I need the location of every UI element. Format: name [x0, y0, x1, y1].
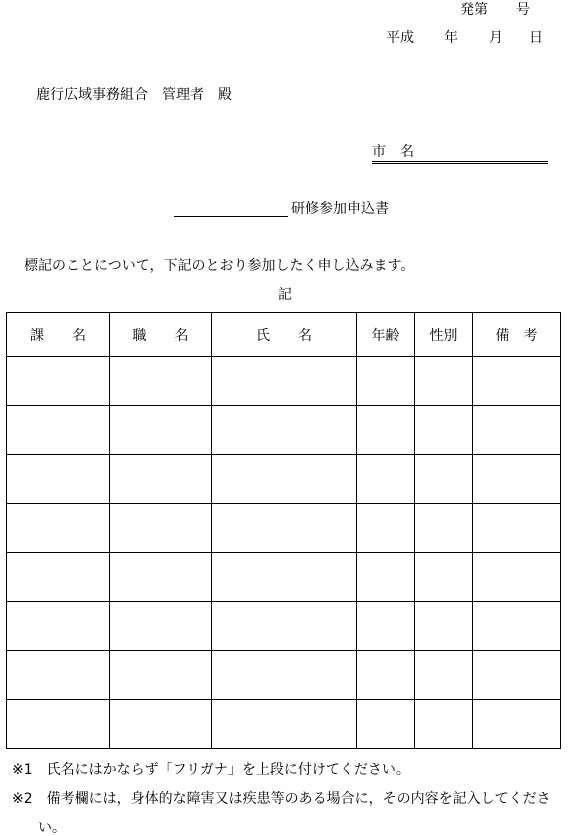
- age-cell[interactable]: [357, 553, 415, 602]
- title-text: 研修参加申込書: [291, 201, 389, 217]
- name-cell[interactable]: [212, 406, 357, 455]
- remarks-cell[interactable]: [473, 651, 561, 700]
- remarks-cell[interactable]: [473, 602, 561, 651]
- section-cell[interactable]: [7, 406, 110, 455]
- gender-cell[interactable]: [415, 700, 473, 749]
- gender-cell[interactable]: [415, 651, 473, 700]
- position-cell[interactable]: [110, 406, 212, 455]
- section-cell[interactable]: [7, 602, 110, 651]
- remarks-cell[interactable]: [473, 455, 561, 504]
- document-title: [174, 201, 389, 217]
- section-cell[interactable]: [7, 700, 110, 749]
- remarks-cell[interactable]: [473, 406, 561, 455]
- position-cell[interactable]: [110, 553, 212, 602]
- section-cell[interactable]: [7, 504, 110, 553]
- table-row: [7, 406, 561, 455]
- city-label: 市 名: [372, 144, 414, 160]
- table-row: [7, 553, 561, 602]
- issue-suffix: 号: [516, 2, 530, 18]
- issue-label: 発第: [460, 2, 488, 18]
- table-row: [7, 455, 561, 504]
- age-cell[interactable]: [357, 406, 415, 455]
- day-label: 日: [529, 30, 543, 46]
- table-row: [7, 651, 561, 700]
- gender-cell[interactable]: [415, 357, 473, 406]
- remarks-cell[interactable]: [473, 357, 561, 406]
- age-cell[interactable]: [357, 700, 415, 749]
- table-row: [7, 602, 561, 651]
- lead-text: 標記のことについて，下記のとおり参加したく申し込みます。: [24, 258, 415, 274]
- ki-heading: 記: [278, 287, 292, 303]
- table-row: [7, 700, 561, 749]
- table-row: [7, 357, 561, 406]
- name-cell[interactable]: [212, 455, 357, 504]
- date-line: [386, 30, 543, 46]
- age-cell[interactable]: [357, 357, 415, 406]
- section-cell[interactable]: [7, 455, 110, 504]
- column-header-age: 年齢: [357, 313, 415, 357]
- gender-cell[interactable]: [415, 406, 473, 455]
- name-cell[interactable]: [212, 553, 357, 602]
- month-label: 月: [489, 30, 503, 46]
- column-header-position: 職 名: [110, 313, 212, 357]
- remarks-cell[interactable]: [473, 553, 561, 602]
- title-blank-field[interactable]: [174, 202, 288, 217]
- age-cell[interactable]: [357, 455, 415, 504]
- column-header-section: 課 名: [7, 313, 110, 357]
- position-cell[interactable]: [110, 602, 212, 651]
- age-cell[interactable]: [357, 651, 415, 700]
- section-cell[interactable]: [7, 553, 110, 602]
- position-cell[interactable]: [110, 700, 212, 749]
- age-cell[interactable]: [357, 504, 415, 553]
- table-row: [7, 504, 561, 553]
- position-cell[interactable]: [110, 455, 212, 504]
- gender-cell[interactable]: [415, 602, 473, 651]
- era-label: 平成: [386, 30, 414, 46]
- name-cell[interactable]: [212, 602, 357, 651]
- year-label: 年: [444, 30, 458, 46]
- column-header-name: 氏 名: [212, 313, 357, 357]
- age-cell[interactable]: [357, 602, 415, 651]
- remarks-cell[interactable]: [473, 700, 561, 749]
- note-2-continuation: い。: [38, 820, 66, 836]
- city-name-field[interactable]: [372, 144, 548, 164]
- name-cell[interactable]: [212, 357, 357, 406]
- section-cell[interactable]: [7, 357, 110, 406]
- section-cell[interactable]: [7, 651, 110, 700]
- column-header-gender: 性別: [415, 313, 473, 357]
- table-header-row: [7, 313, 561, 357]
- issue-number-line: [460, 2, 530, 18]
- note-2: ※2 備考欄には，身体的な障害又は疾患等のある場合に，その内容を記入してくださ: [12, 791, 551, 807]
- column-header-remarks: 備 考: [473, 313, 561, 357]
- remarks-cell[interactable]: [473, 504, 561, 553]
- name-cell[interactable]: [212, 504, 357, 553]
- name-cell[interactable]: [212, 651, 357, 700]
- application-table: [6, 312, 561, 749]
- gender-cell[interactable]: [415, 455, 473, 504]
- addressee: 鹿行広域事務組合 管理者 殿: [36, 87, 232, 103]
- gender-cell[interactable]: [415, 553, 473, 602]
- name-cell[interactable]: [212, 700, 357, 749]
- note-1: ※1 氏名にはかならず「フリガナ」を上段に付けてください。: [12, 762, 410, 778]
- position-cell[interactable]: [110, 651, 212, 700]
- gender-cell[interactable]: [415, 504, 473, 553]
- position-cell[interactable]: [110, 504, 212, 553]
- position-cell[interactable]: [110, 357, 212, 406]
